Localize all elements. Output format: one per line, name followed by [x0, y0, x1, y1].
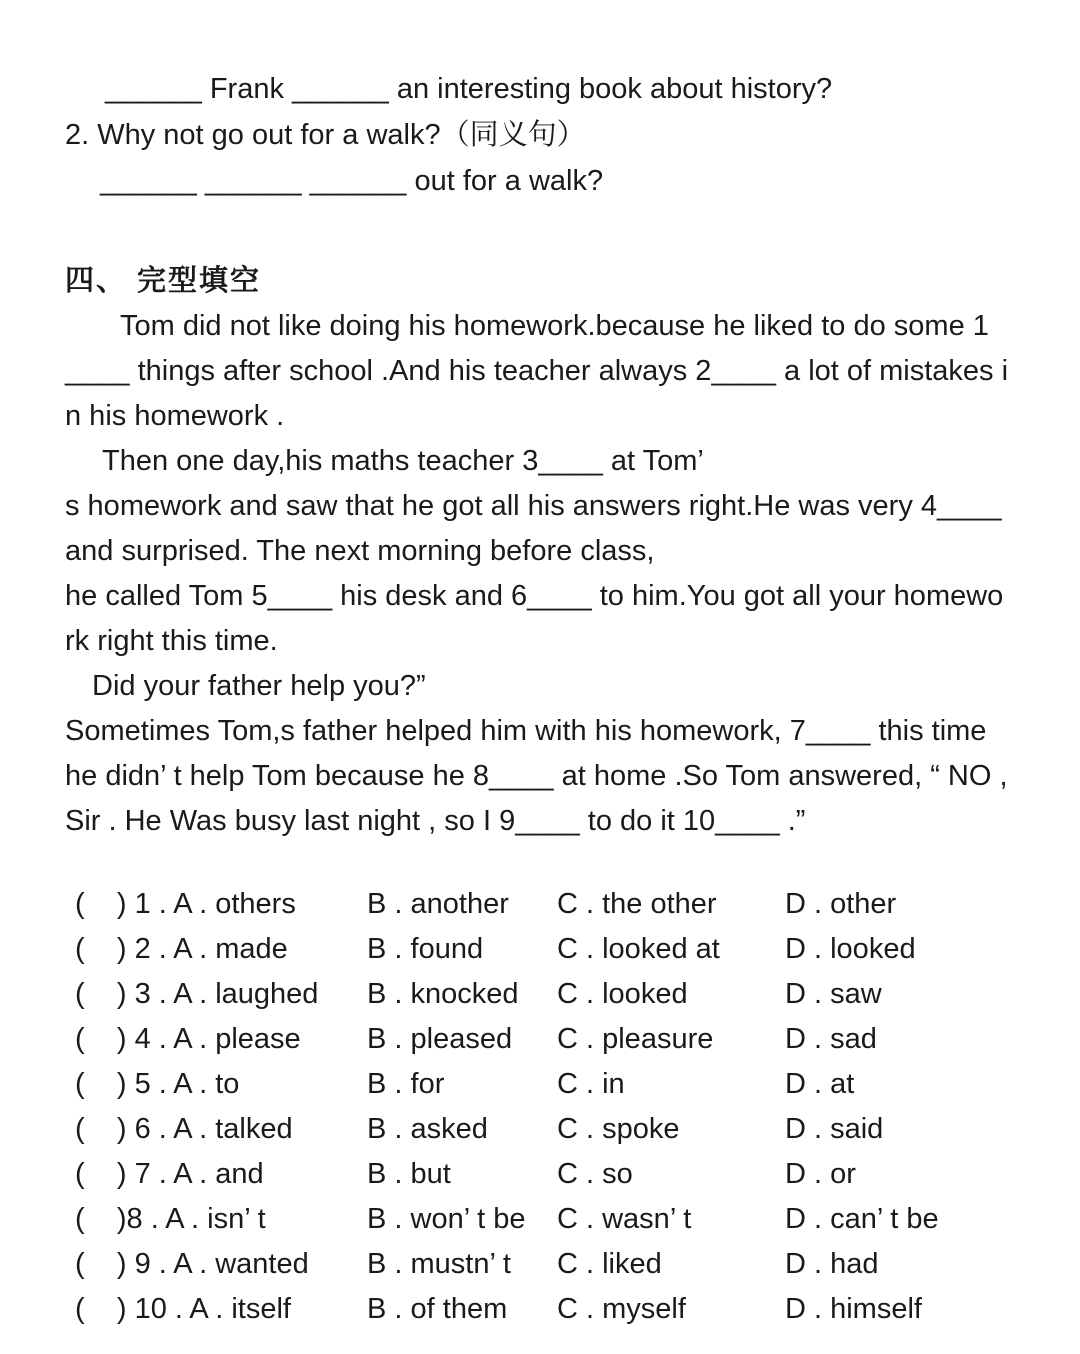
option-row-7 — [75, 1152, 1050, 1197]
option-d: D . sad — [785, 1023, 877, 1055]
option-number-and-a: ( ) 2 . A . made — [75, 933, 288, 965]
option-b: B . found — [367, 933, 484, 965]
option-d: D . at — [785, 1068, 855, 1100]
passage-line: Sir . He Was busy last night , so I 9____ to do it 10____ .” — [65, 805, 806, 837]
option-d: D . looked — [785, 933, 916, 965]
passage-line: Sometimes Tom,s father helped him with his homework, 7____ this time — [65, 715, 987, 747]
option-c: C . the other — [557, 888, 717, 920]
option-c: C . pleasure — [557, 1023, 714, 1055]
option-d: D . said — [785, 1113, 884, 1145]
option-c: C . looked — [557, 978, 688, 1010]
passage-line: Did your father help you?” — [92, 670, 426, 702]
passage-line: ____ things after school .And his teacher always 2____ a lot of mistakes i — [65, 355, 1009, 387]
option-c: C . wasn’ t — [557, 1203, 692, 1235]
passage-line: Then one day,his maths teacher 3____ at Tom’ — [102, 445, 704, 477]
option-number-and-a: ( )8 . A . isn’ t — [75, 1203, 266, 1235]
option-number-and-a: ( ) 1 . A . others — [75, 888, 296, 920]
option-c: C . liked — [557, 1248, 662, 1280]
passage-line: Tom did not like doing his homework.because he liked to do some 1 — [120, 310, 989, 342]
option-c: C . in — [557, 1068, 625, 1100]
option-number-and-a: ( ) 5 . A . to — [75, 1068, 240, 1100]
option-row-6 — [75, 1107, 1050, 1152]
section-heading-cloze: 四、 完型填空 — [65, 265, 262, 297]
option-b: B . knocked — [367, 978, 519, 1010]
option-c: C . so — [557, 1158, 633, 1190]
option-b: B . pleased — [367, 1023, 513, 1055]
question-2-line: 2. Why not go out for a walk?（同义句） — [65, 119, 586, 151]
passage-line: rk right this time. — [65, 625, 278, 657]
option-c: C . spoke — [557, 1113, 680, 1145]
option-c: C . looked at — [557, 933, 720, 965]
option-d: D . himself — [785, 1293, 922, 1325]
option-b: B . of them — [367, 1293, 508, 1325]
option-d: D . had — [785, 1248, 879, 1280]
option-number-and-a: ( ) 7 . A . and — [75, 1158, 264, 1190]
cloze-passage — [65, 304, 1050, 844]
option-number-and-a: ( ) 6 . A . talked — [75, 1113, 293, 1145]
option-b: B . for — [367, 1068, 445, 1100]
blank-answer-line: ______ ______ ______ out for a walk? — [100, 165, 604, 197]
option-d: D . or — [785, 1158, 856, 1190]
option-c: C . myself — [557, 1293, 686, 1325]
option-row-10 — [75, 1287, 1050, 1332]
option-row-9 — [75, 1242, 1050, 1287]
option-number-and-a: ( ) 10 . A . itself — [75, 1293, 291, 1325]
option-d: D . saw — [785, 978, 882, 1010]
option-b: B . mustn’ t — [367, 1248, 511, 1280]
option-row-3 — [75, 972, 1050, 1017]
option-row-8 — [75, 1197, 1050, 1242]
option-b: B . won’ t be — [367, 1203, 526, 1235]
option-row-4 — [75, 1017, 1050, 1062]
multiple-choice-options — [65, 882, 1050, 1332]
passage-line: and surprised. The next morning before class, — [65, 535, 655, 567]
option-row-1 — [75, 882, 1050, 927]
option-b: B . but — [367, 1158, 451, 1190]
option-number-and-a: ( ) 4 . A . please — [75, 1023, 301, 1055]
passage-line: n his homework . — [65, 400, 285, 432]
option-d: D . other — [785, 888, 897, 920]
passage-line: he called Tom 5____ his desk and 6____ to him.You got all your homewo — [65, 580, 1004, 612]
passage-line: he didn’ t help Tom because he 8____ at home .So Tom answered, “ NO , — [65, 760, 1008, 792]
passage-line: s homework and saw that he got all his answers right.He was very 4____ — [65, 490, 1002, 522]
option-row-2 — [75, 927, 1050, 972]
option-number-and-a: ( ) 9 . A . wanted — [75, 1248, 309, 1280]
option-b: B . another — [367, 888, 509, 920]
option-number-and-a: ( ) 3 . A . laughed — [75, 978, 319, 1010]
option-row-5 — [75, 1062, 1050, 1107]
option-d: D . can’ t be — [785, 1203, 939, 1235]
sentence-transformation-section — [65, 66, 1050, 204]
option-b: B . asked — [367, 1113, 488, 1145]
blank-sentence-line: ______ Frank ______ an interesting book about history? — [105, 73, 833, 105]
